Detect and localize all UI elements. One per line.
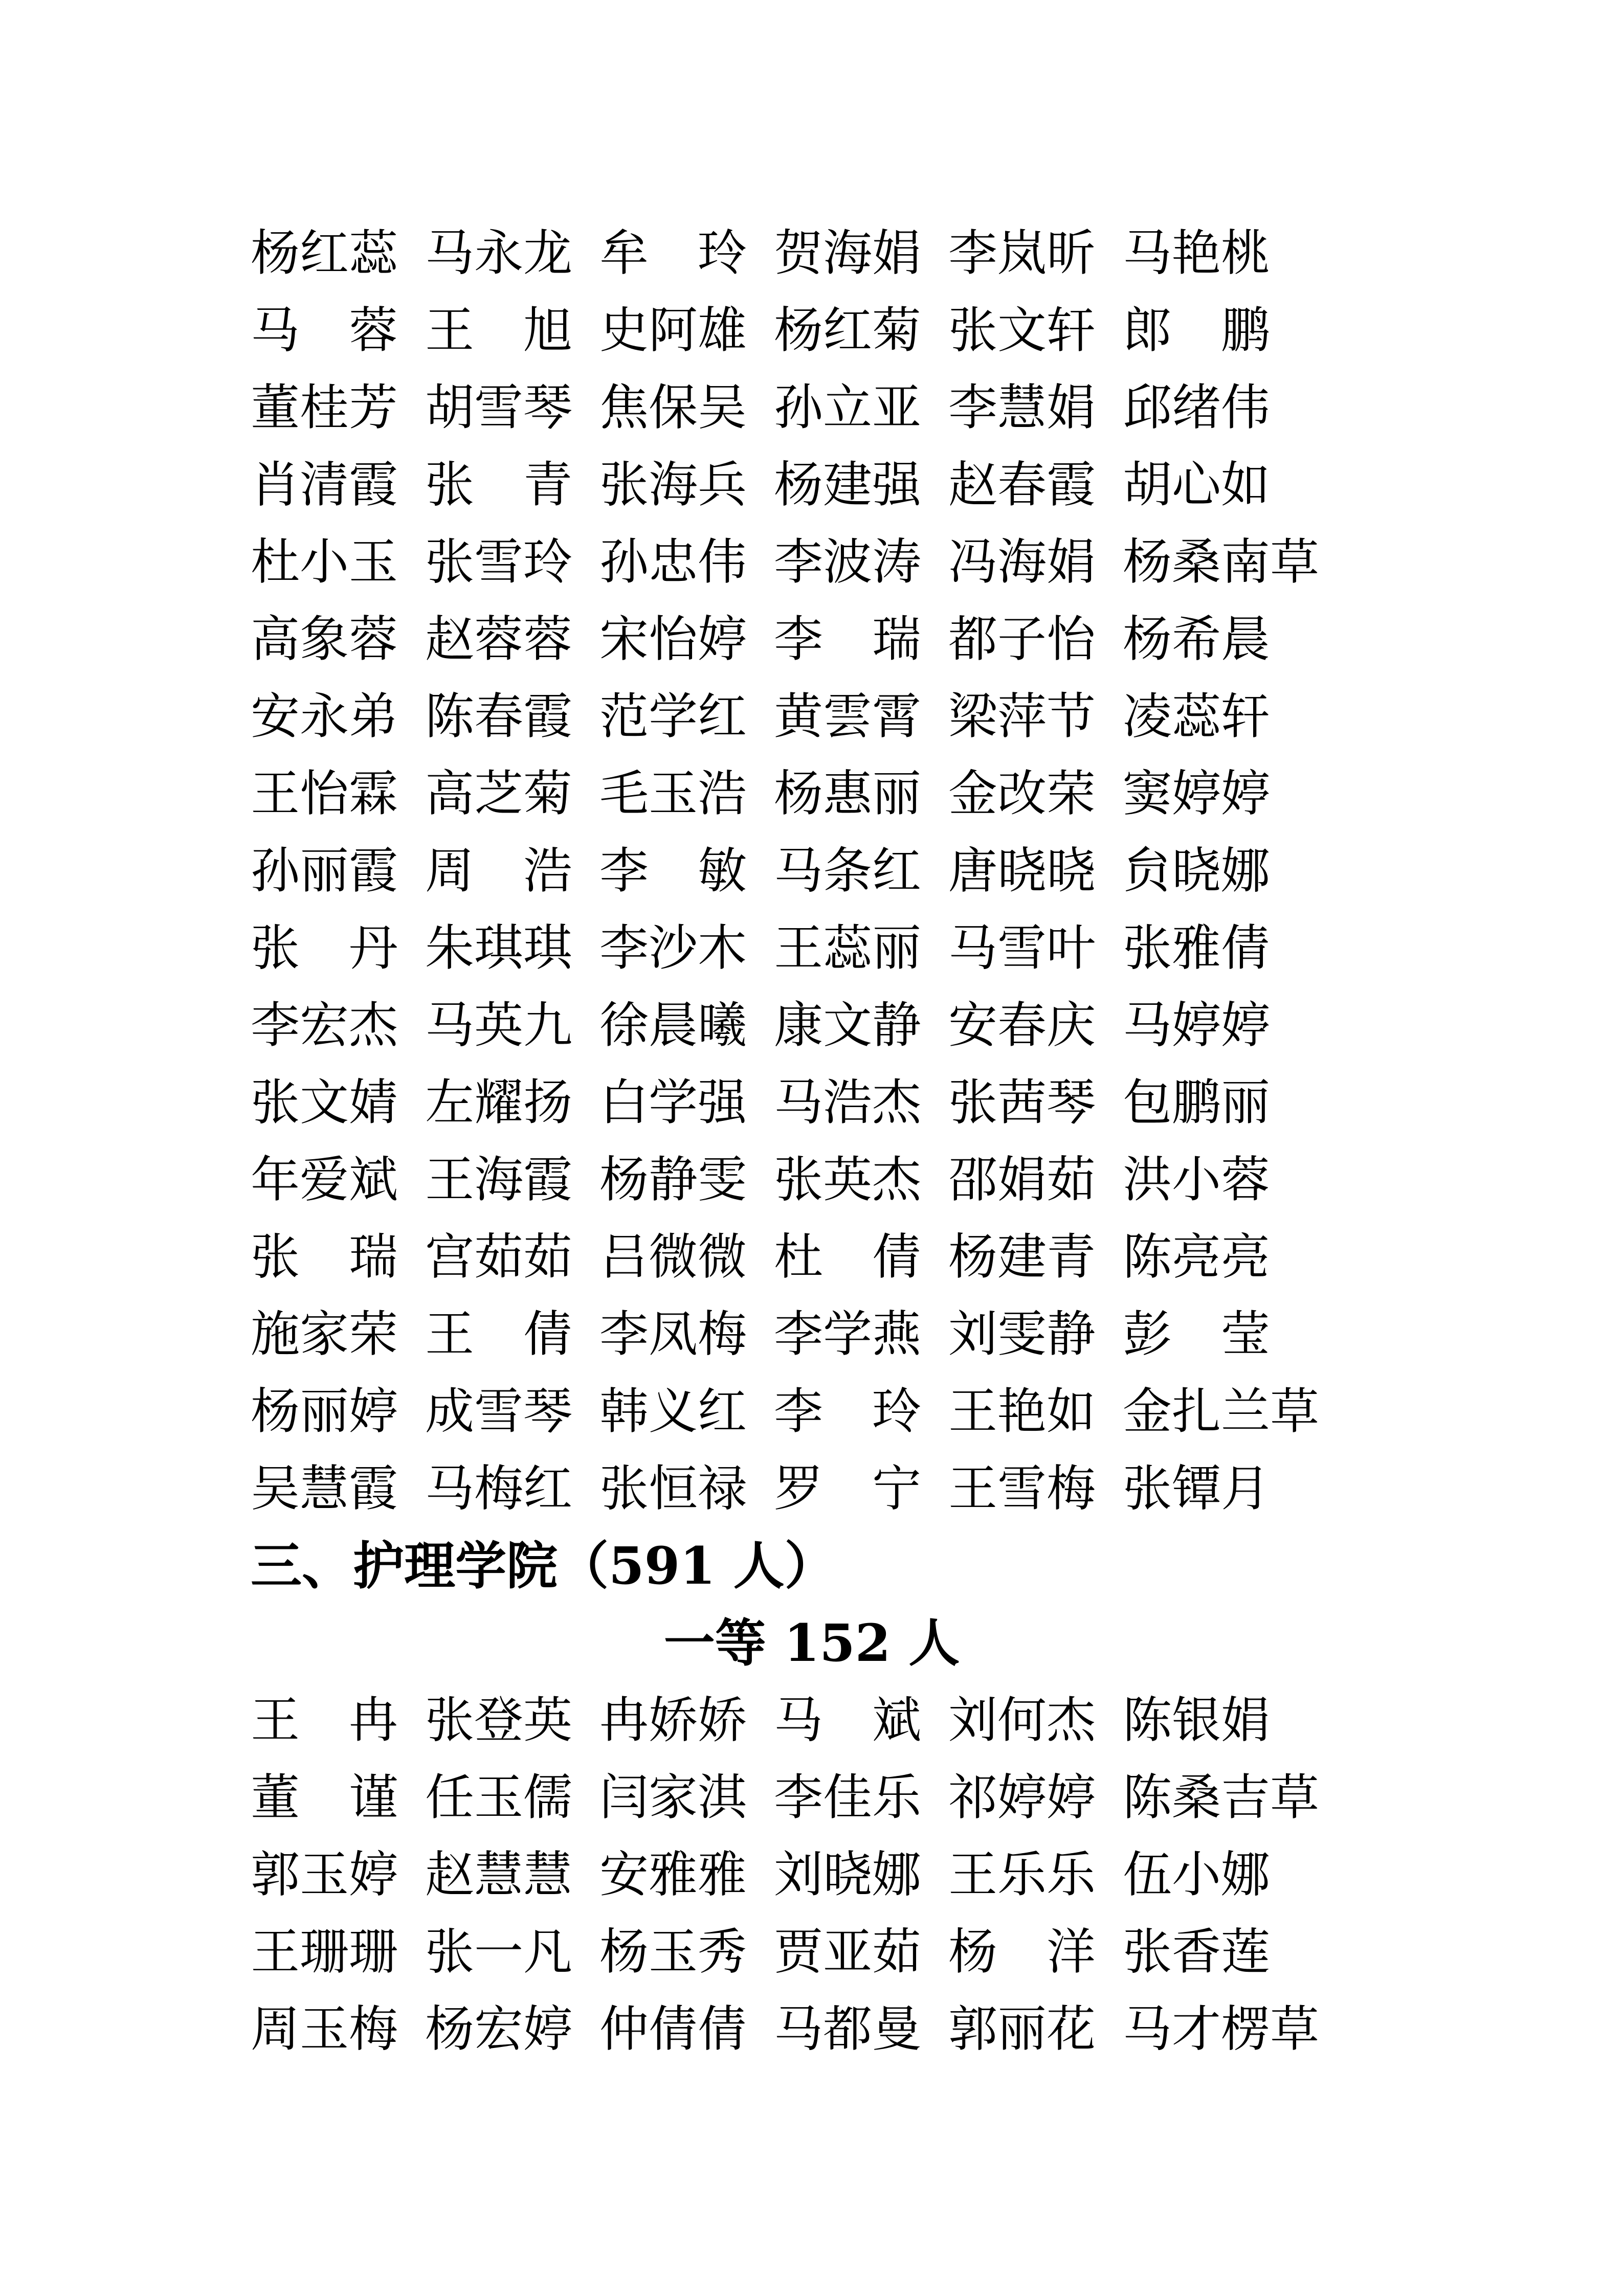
student-name: 马婷婷: [1123, 997, 1270, 1054]
student-name: 王艳如: [948, 1383, 1096, 1440]
student-name: 孙立亚: [774, 379, 921, 436]
student-name: 马 斌: [774, 1692, 921, 1749]
student-name: 安永弟: [251, 688, 398, 745]
student-name: 王雪梅: [948, 1460, 1096, 1517]
name-list-section-1: [251, 215, 1373, 1527]
student-name: 年爱斌: [251, 1151, 398, 1208]
student-name: 陈桑吉草: [1123, 1769, 1319, 1826]
student-name: 李宏杰: [251, 997, 398, 1054]
tier-subheading-suffix: 人: [891, 1613, 960, 1673]
student-name: 马才楞草: [1123, 2000, 1319, 2058]
student-name: 吕微微: [599, 1228, 747, 1286]
student-name: 张茜琴: [948, 1074, 1096, 1131]
student-name: 李 敏: [599, 842, 747, 899]
student-name: 肖清霞: [251, 456, 398, 513]
student-name: 冯海娟: [948, 533, 1096, 591]
student-name: 赵蓉蓉: [425, 611, 572, 668]
student-name: 张镡月: [1123, 1460, 1270, 1517]
student-name: 杨红菊: [774, 302, 921, 359]
student-name: 贾亚茹: [774, 1923, 921, 1980]
student-name: 王 倩: [425, 1305, 572, 1363]
student-name: 董桂芳: [251, 379, 398, 436]
student-name: 杨希晨: [1123, 611, 1270, 668]
student-name: 金改荣: [948, 765, 1096, 822]
student-name: 周 浩: [425, 842, 572, 899]
student-name: 邱绪伟: [1123, 379, 1270, 436]
student-name: 刘雯静: [948, 1305, 1096, 1363]
student-name: 李慧娟: [948, 379, 1096, 436]
student-name: 郭玉婷: [251, 1846, 398, 1903]
student-name: 范学红: [599, 688, 747, 745]
student-name: 李 瑞: [774, 611, 921, 668]
student-name: 杨惠丽: [774, 765, 921, 822]
student-name: 张雪玲: [425, 533, 572, 591]
student-name: 赵春霞: [948, 456, 1096, 513]
student-name: 张 丹: [251, 919, 398, 977]
student-name: 周玉梅: [251, 2000, 398, 2058]
student-name: 刘晓娜: [774, 1846, 921, 1903]
student-name: 祁婷婷: [948, 1769, 1096, 1826]
student-name: 杨建青: [948, 1228, 1096, 1286]
student-name: 包鹏丽: [1123, 1074, 1270, 1131]
student-name: 张海兵: [599, 456, 747, 513]
student-name: 牟 玲: [599, 224, 747, 282]
section-heading-count: 591: [609, 1536, 716, 1596]
student-name: 贠晓娜: [1123, 842, 1270, 899]
student-name: 吴慧霞: [251, 1460, 398, 1517]
student-name: 高象蓉: [251, 611, 398, 668]
student-name: 马都曼: [774, 2000, 921, 2058]
student-name: 施家荣: [251, 1305, 398, 1363]
student-name: 都子怡: [948, 611, 1096, 668]
student-name: 杨玉秀: [599, 1923, 747, 1980]
student-name: 王 冉: [251, 1692, 398, 1749]
student-name: 伍小娜: [1123, 1846, 1270, 1903]
student-name: 黄雲霄: [774, 688, 921, 745]
student-name: 王海霞: [425, 1151, 572, 1208]
student-name: 赵慧慧: [425, 1846, 572, 1903]
tier-subheading: [251, 1605, 1373, 1682]
student-name: 凌蕊轩: [1123, 688, 1270, 745]
student-name: 马英九: [425, 997, 572, 1054]
student-name: 胡雪琴: [425, 379, 572, 436]
student-name: 张文婧: [251, 1074, 398, 1131]
student-name: 孙丽霞: [251, 842, 398, 899]
student-name: 马雪叶: [948, 919, 1096, 977]
student-name: 李凤梅: [599, 1305, 747, 1363]
student-name: 任玉儒: [425, 1769, 572, 1826]
student-name: 王怡霖: [251, 765, 398, 822]
student-name: 朱琪琪: [425, 919, 572, 977]
student-name: 郭丽花: [948, 2000, 1096, 2058]
section-heading-suffix: 人）: [715, 1536, 836, 1596]
student-name: 杨 洋: [948, 1923, 1096, 1980]
student-name: 窦婷婷: [1123, 765, 1270, 822]
student-name: 安雅雅: [599, 1846, 747, 1903]
student-name: 陈银娟: [1123, 1692, 1270, 1749]
document-content: [251, 215, 1373, 2068]
student-name: 陈亮亮: [1123, 1228, 1270, 1286]
student-name: 焦保吴: [599, 379, 747, 436]
student-name: 张雅倩: [1123, 919, 1270, 977]
section-heading: [251, 1527, 1373, 1605]
student-name: 唐晓晓: [948, 842, 1096, 899]
student-name: 宫茹茹: [425, 1228, 572, 1286]
student-name: 康文静: [774, 997, 921, 1054]
student-name: 张文轩: [948, 302, 1096, 359]
student-name: 安春庆: [948, 997, 1096, 1054]
student-name: 贺海娟: [774, 224, 921, 282]
student-name: 马 蓉: [251, 302, 398, 359]
student-name: 马永龙: [425, 224, 572, 282]
student-name: 徐晨曦: [599, 997, 747, 1054]
student-name: 杨丽婷: [251, 1383, 398, 1440]
name-list-section-2: [251, 1682, 1373, 2068]
student-name: 杨宏婷: [425, 2000, 572, 2058]
student-name: 杨红蕊: [251, 224, 398, 282]
student-name: 陈春霞: [425, 688, 572, 745]
student-name: 杨桑南草: [1123, 533, 1319, 591]
student-name: 白学强: [599, 1074, 747, 1131]
student-name: 李佳乐: [774, 1769, 921, 1826]
student-name: 成雪琴: [425, 1383, 572, 1440]
student-name: 罗 宁: [774, 1460, 921, 1517]
student-name: 马梅红: [425, 1460, 572, 1517]
student-name: 毛玉浩: [599, 765, 747, 822]
student-name: 冉娇娇: [599, 1692, 747, 1749]
student-name: 董 谨: [251, 1769, 398, 1826]
student-name: 李波涛: [774, 533, 921, 591]
student-name: 张香莲: [1123, 1923, 1270, 1980]
student-name: 高芝菊: [425, 765, 572, 822]
student-name: 王珊珊: [251, 1923, 398, 1980]
student-name: 刘何杰: [948, 1692, 1096, 1749]
student-name: 杨静雯: [599, 1151, 747, 1208]
student-name: 胡心如: [1123, 456, 1270, 513]
student-name: 孙忠伟: [599, 533, 747, 591]
student-name: 杜 倩: [774, 1228, 921, 1286]
tier-subheading-count: 152: [784, 1613, 891, 1673]
student-name: 马条红: [774, 842, 921, 899]
student-name: 金扎兰草: [1123, 1383, 1319, 1440]
student-name: 马浩杰: [774, 1074, 921, 1131]
student-name: 梁萍节: [948, 688, 1096, 745]
student-name: 马艳桃: [1123, 224, 1270, 282]
student-name: 张 瑞: [251, 1228, 398, 1286]
student-name: 王 旭: [425, 302, 572, 359]
student-name: 史阿雄: [599, 302, 747, 359]
student-name: 邵娟茹: [948, 1151, 1096, 1208]
student-name: 张英杰: [774, 1151, 921, 1208]
student-name: 李岚昕: [948, 224, 1096, 282]
student-name: 郎 鹏: [1123, 302, 1270, 359]
student-name: 洪小蓉: [1123, 1151, 1270, 1208]
student-name: 张一凡: [425, 1923, 572, 1980]
student-name: 宋怡婷: [599, 611, 747, 668]
student-name: 王蕊丽: [774, 919, 921, 977]
student-name: 闫家淇: [599, 1769, 747, 1826]
student-name: 杜小玉: [251, 533, 398, 591]
student-name: 左耀扬: [425, 1074, 572, 1131]
student-name: 张 青: [425, 456, 572, 513]
student-name: 韩义红: [599, 1383, 747, 1440]
student-name: 仲倩倩: [599, 2000, 747, 2058]
student-name: 李 玲: [774, 1383, 921, 1440]
student-name: 杨建强: [774, 456, 921, 513]
student-name: 王乐乐: [948, 1846, 1096, 1903]
student-name: 李沙木: [599, 919, 747, 977]
section-heading-label: 三、护理学院（: [251, 1536, 609, 1596]
tier-subheading-label: 一等: [663, 1613, 784, 1673]
student-name: 李学燕: [774, 1305, 921, 1363]
student-name: 张恒禄: [599, 1460, 747, 1517]
student-name: 张登英: [425, 1692, 572, 1749]
student-name: 彭 莹: [1123, 1305, 1270, 1363]
